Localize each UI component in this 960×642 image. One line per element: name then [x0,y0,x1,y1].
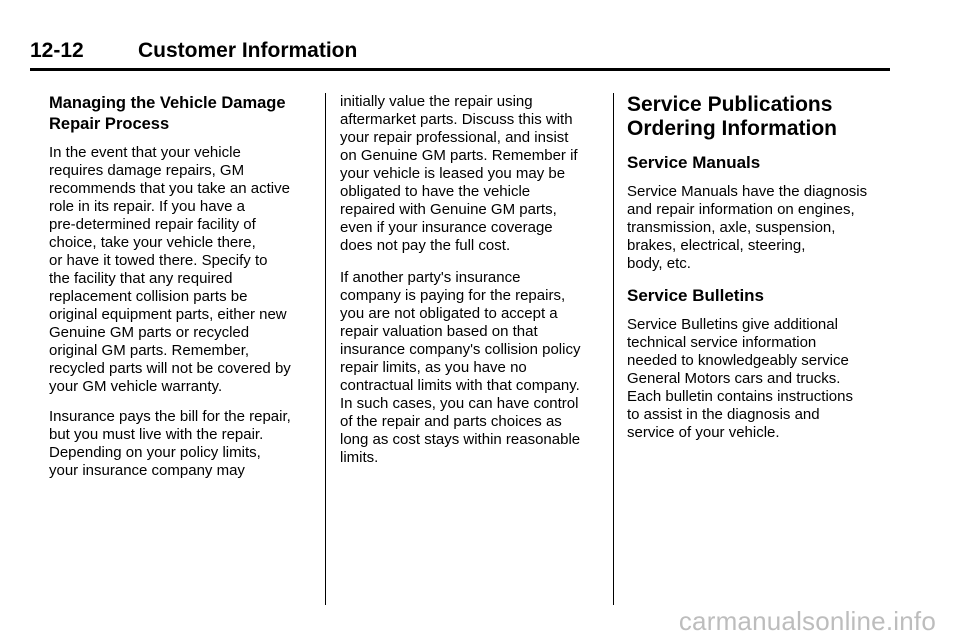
page-number: 12-12 [30,39,84,62]
column-2 [340,93,605,479]
column-1 [49,93,319,492]
service-bulletins-heading: Service Bulletins [627,286,765,305]
watermark: carmanualsonline.info [678,606,936,636]
page-header [30,38,890,71]
column-3 [627,93,892,454]
damage-repair-paragraph-4: If another party's insurance company is paying for the repairs, you are not obligated to accept a repair valuation based on that insurance company's collision policy repair limits, as you have no contractual limits with that company. In such cases, you can have control of the repair and parts choices as long as cost stays within reasonable limits. [340,269,581,466]
damage-repair-paragraph-3: initially value the repair using aftermarket parts. Discuss this with your repair professional, and insist on Genuine GM parts. Remember if your vehicle is leased you may be obligated to have the vehicle repaired with Genuine GM parts, even if your insurance coverage does not pay the full cost. [340,93,578,254]
service-manuals-text: Service Manuals have the diagnosis and repair information on engines, transmission, axle, suspension, brakes, electrical, steering, body, etc. [627,183,868,272]
section-title: Customer Information [138,39,358,62]
service-bulletins-text: Service Bulletins give additional technical service information needed to knowledgeably service General Motors cars and trucks. Each bulletin contains instructions to assist in the diagnosis and service of your vehicle. [627,316,853,441]
column-divider [613,93,614,605]
service-publications-heading: Service Publications Ordering Information [627,93,837,140]
service-manuals-heading: Service Manuals [627,153,761,172]
damage-repair-heading: Managing the Vehicle Damage Repair Process [49,94,286,133]
damage-repair-paragraph-2: Insurance pays the bill for the repair, but you must live with the repair. Depending on your policy limits, your insurance company may [49,408,291,479]
column-divider [325,93,326,605]
damage-repair-paragraph-1: In the event that your vehicle requires damage repairs, GM recommends that you take an active role in its repair. If you have a pre-determined repair facility of choice, take your vehicle there, or have it towed there. Specify to the facility that any required replacement collision parts be original equipment parts, either new Genuine GM parts or recycled original GM parts. Remember, recycled parts will not be covered by your GM vehicle warranty. [49,144,291,395]
